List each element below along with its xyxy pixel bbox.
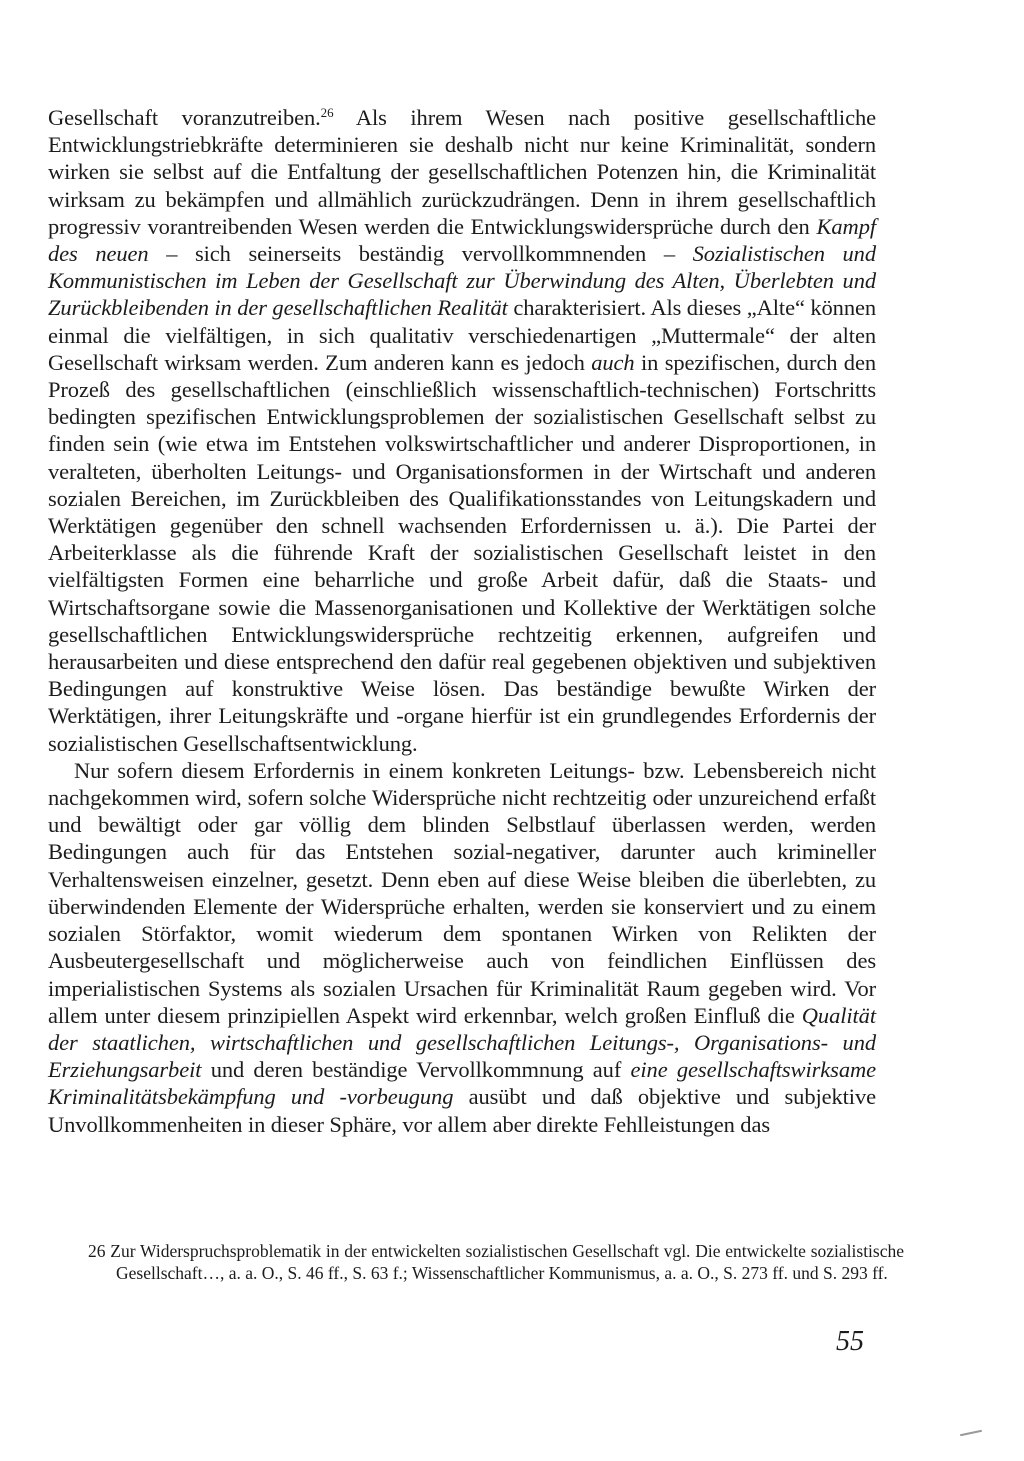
footnote-ref: 26 — [320, 105, 334, 120]
text-run: und deren beständige Vervollkommnung auf — [201, 1057, 631, 1083]
footnote-text: Zur Widerspruchsproblematik in der entwickelten sozialistischen Gesellschaft vgl. Die entwickelte sozialistische Gesellschaft…, a. a. O., S. 46 ff., S. 63 f.; Wissenschaftlicher Kommunismus, a. a. O., S. 273 ff. und S. 293 ff. — [110, 1241, 905, 1283]
paragraph-1 — [48, 104, 876, 757]
emphasis-text: auch — [591, 349, 635, 375]
emphasis-text: Sozialistischen und Kommunistischen im Leben der Gesellschaft zur Überwindung des Alten, Überlebten und Zurückbleibenden in der gesellschaftlichen Realität — [48, 241, 876, 321]
emphasis-text: eine gesellschaftswirksame Kriminalitätsbekämpfung und -vorbeugung — [48, 1057, 876, 1110]
text-run: Nur sofern diesem Erfordernis in einem konkreten Leitungs- bzw. Lebensbereich nicht nachgekommen wird, sofern solche Widersprüche nicht rechtzeitig oder unzureichend erfaßt und bewältigt oder gar völlig dem blinden Selbstlauf überlassen werden, werden Bedingungen auch für das Entstehen sozial-negativer, darunter auch krimineller Verhaltensweisen einzelner, gesetzt. Denn eben auf diese Weise bleiben die überlebten, zu überwindenden Elemente der Widersprüche erhalten, werden sie konserviert und zu einem sozialen Störfaktor, womit wiederum dem spontanen Wirken von Relikten der Ausbeutergesellschaft und möglicherweise auch von feindlichen Einflüssen des imperialistischen Systems als sozialen Ursachen für Kriminalität Raum gegeben wird. Vor allem unter diesem prinzipiellen Aspekt wird erkennbar, welch großen Einfluß die — [48, 757, 876, 1028]
emphasis-text: Kampf des neuen — [48, 213, 876, 267]
body-text — [48, 104, 876, 1138]
footnote-26 — [88, 1240, 904, 1284]
scan-mark — [960, 1430, 982, 1437]
text-run: charakterisiert. Als dieses „Alte“ können einmal die vielfältigen, in sich qualitativ verschiedenartigen „Muttermale“ der alten Gesellschaft wirksam werden. Zum anderen kann es jedoch — [48, 295, 877, 375]
paragraph-2 — [48, 757, 876, 1138]
page-number: 55 — [836, 1326, 864, 1357]
text-run: ausübt und daß objektive und subjektive Unvollkommenheiten in dieser Sphäre, vor allem aber direkte Fehlleistungen das — [48, 1084, 876, 1137]
emphasis-text: Qualität der staatlichen, wirtschaftlichen und gesellschaftlichen Leitungs-, Organisations- und Erziehungsarbeit — [48, 1002, 876, 1083]
footnote-number: 26 — [88, 1241, 106, 1261]
text-run: Als ihrem Wesen nach positive gesellschaftliche Entwicklungstriebkräfte determinieren sie deshalb nicht nur keine Kriminalität, sondern wirken sie selbst auf die Entfaltung der gesellschaftlichen Potenzen hin, die Kriminalität wirksam zu bekämpfen und allmählich zurückzudrängen. Denn in ihrem gesellschaftlich progressiv vorantreibenden Wesen werden die Entwicklungswidersprüche durch den — [48, 105, 877, 239]
text-run: – sich seinerseits beständig vervollkommnenden – — [148, 241, 693, 267]
text-run: in spezifischen, durch den Prozeß des gesellschaftlichen (einschließlich wissenschaftlich-technischen) Fortschritts bedingten spezifischen Entwicklungsproblemen der sozialistischen Gesellschaft selbst zu finden sein (wie etwa im Entstehen volkswirtschaftlicher und anderer Disproportionen, in veralteten, überholten Leitungs- und Organisationsformen in der Wirtschaft und anderen sozialen Bereichen, im Zurückbleiben des Qualifikationsstandes von Leitungskadern und Werktätigen gegenüber den schnell wachsenden Erfordernissen u. ä.). Die Partei der Arbeiterklasse als die führende Kraft der sozialistischen Gesellschaft leistet in den vielfältigsten Formen eine beharrliche und große Arbeit dafür, daß die Staats- und Wirtschaftsorgane sowie die Massenorganisationen und Kollektive der Werktätigen solche gesellschaftlichen Entwicklungswidersprüche rechtzeitig erkennen, aufgreifen und herausarbeiten und diese entsprechend den dafür real gegebenen objektiven und subjektiven Bedingungen auf konstruktive Weise lösen. Das beständige bewußte Wirken der Werktätigen, ihrer Leitungskräfte und -organe hierfür ist ein grundlegendes Erfordernis der sozialistischen Gesellschaftsentwicklung. — [48, 349, 876, 756]
text-run: Gesellschaft voranzutreiben. — [48, 105, 321, 130]
